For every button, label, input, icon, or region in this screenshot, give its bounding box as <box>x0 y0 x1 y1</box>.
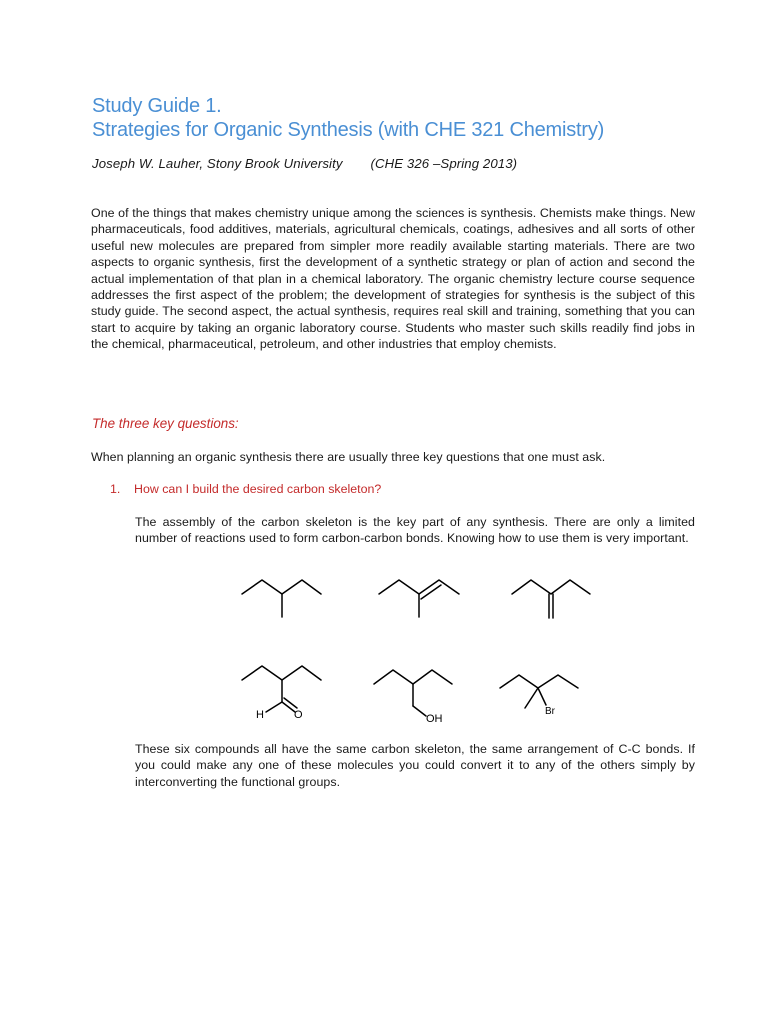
assembly-paragraph: The assembly of the carbon skeleton is the key part of any synthesis. There are only a limited number of reactions used to form carbon-carbon bonds. Knowing how to use them is very important. <box>135 515 695 546</box>
key-questions-intro: When planning an organic synthesis there are usually three key questions that one must ask. <box>91 450 606 464</box>
molecule-exocyclic-alkene <box>512 580 590 594</box>
alcohol-oh-label: OH <box>426 713 443 725</box>
question-1-text: How can I build the desired carbon skeleton? <box>134 482 382 496</box>
course-info: (CHE 326 –Spring 2013) <box>370 156 518 171</box>
section-heading: The three key questions: <box>92 416 239 431</box>
document-title: Study Guide 1. <box>92 95 222 117</box>
alcohol-o-bond <box>413 706 426 716</box>
bromide-cbr-bond <box>538 688 546 705</box>
document-subtitle: Strategies for Organic Synthesis (with CHE 321 Chemistry) <box>92 119 605 141</box>
molecule-aldehyde <box>242 666 321 680</box>
molecule-alkane <box>242 580 321 594</box>
molecule-internal-alkene <box>379 580 459 594</box>
six-compounds-paragraph: These six compounds all have the same carbon skeleton, the same arrangement of C-C bonds. If you could make any one of these molecules you could convert it to any of the others simply by interconverting the functional groups. <box>135 742 695 789</box>
question-1-number: 1. <box>110 482 121 496</box>
bromide-br-label: Br <box>545 706 555 717</box>
aldehyde-co-bond-b <box>284 698 297 708</box>
bromide-methyl-bond <box>525 688 538 708</box>
intro-paragraph: One of the things that makes chemistry unique among the sciences is synthesis. Chemists make things. New pharmaceuticals, food additives, materials, agricultural chemicals, coatings, adhesives and all sorts of other useful new molecules are prepared from simpler more readily available starting materials. There are two aspects to organic synthesis, first the development of a synthetic strategy or plan of action and second the actual implementation of that plan in a chemical laboratory. The organic chemistry lecture course sequence addresses the first aspect of the problem; the development of strategies for synthesis is the subject of this study guide. The second aspect, the actual synthesis, requires real skill and training, something that you can start to acquire by taking an organic laboratory course. Students who master such skills readily find jobs in the chemical, pharmaceutical, petroleum, and other industries that employ chemists. <box>91 206 695 352</box>
aldehyde-h-bond <box>266 702 282 712</box>
aldehyde-h-label: H <box>256 709 264 721</box>
internal-alkene-double-bond <box>421 585 441 599</box>
aldehyde-o-label: O <box>294 709 303 721</box>
molecule-bromide <box>500 675 578 688</box>
author-name: Joseph W. Lauher, Stony Brook University <box>92 156 343 171</box>
molecule-alcohol <box>374 670 452 684</box>
